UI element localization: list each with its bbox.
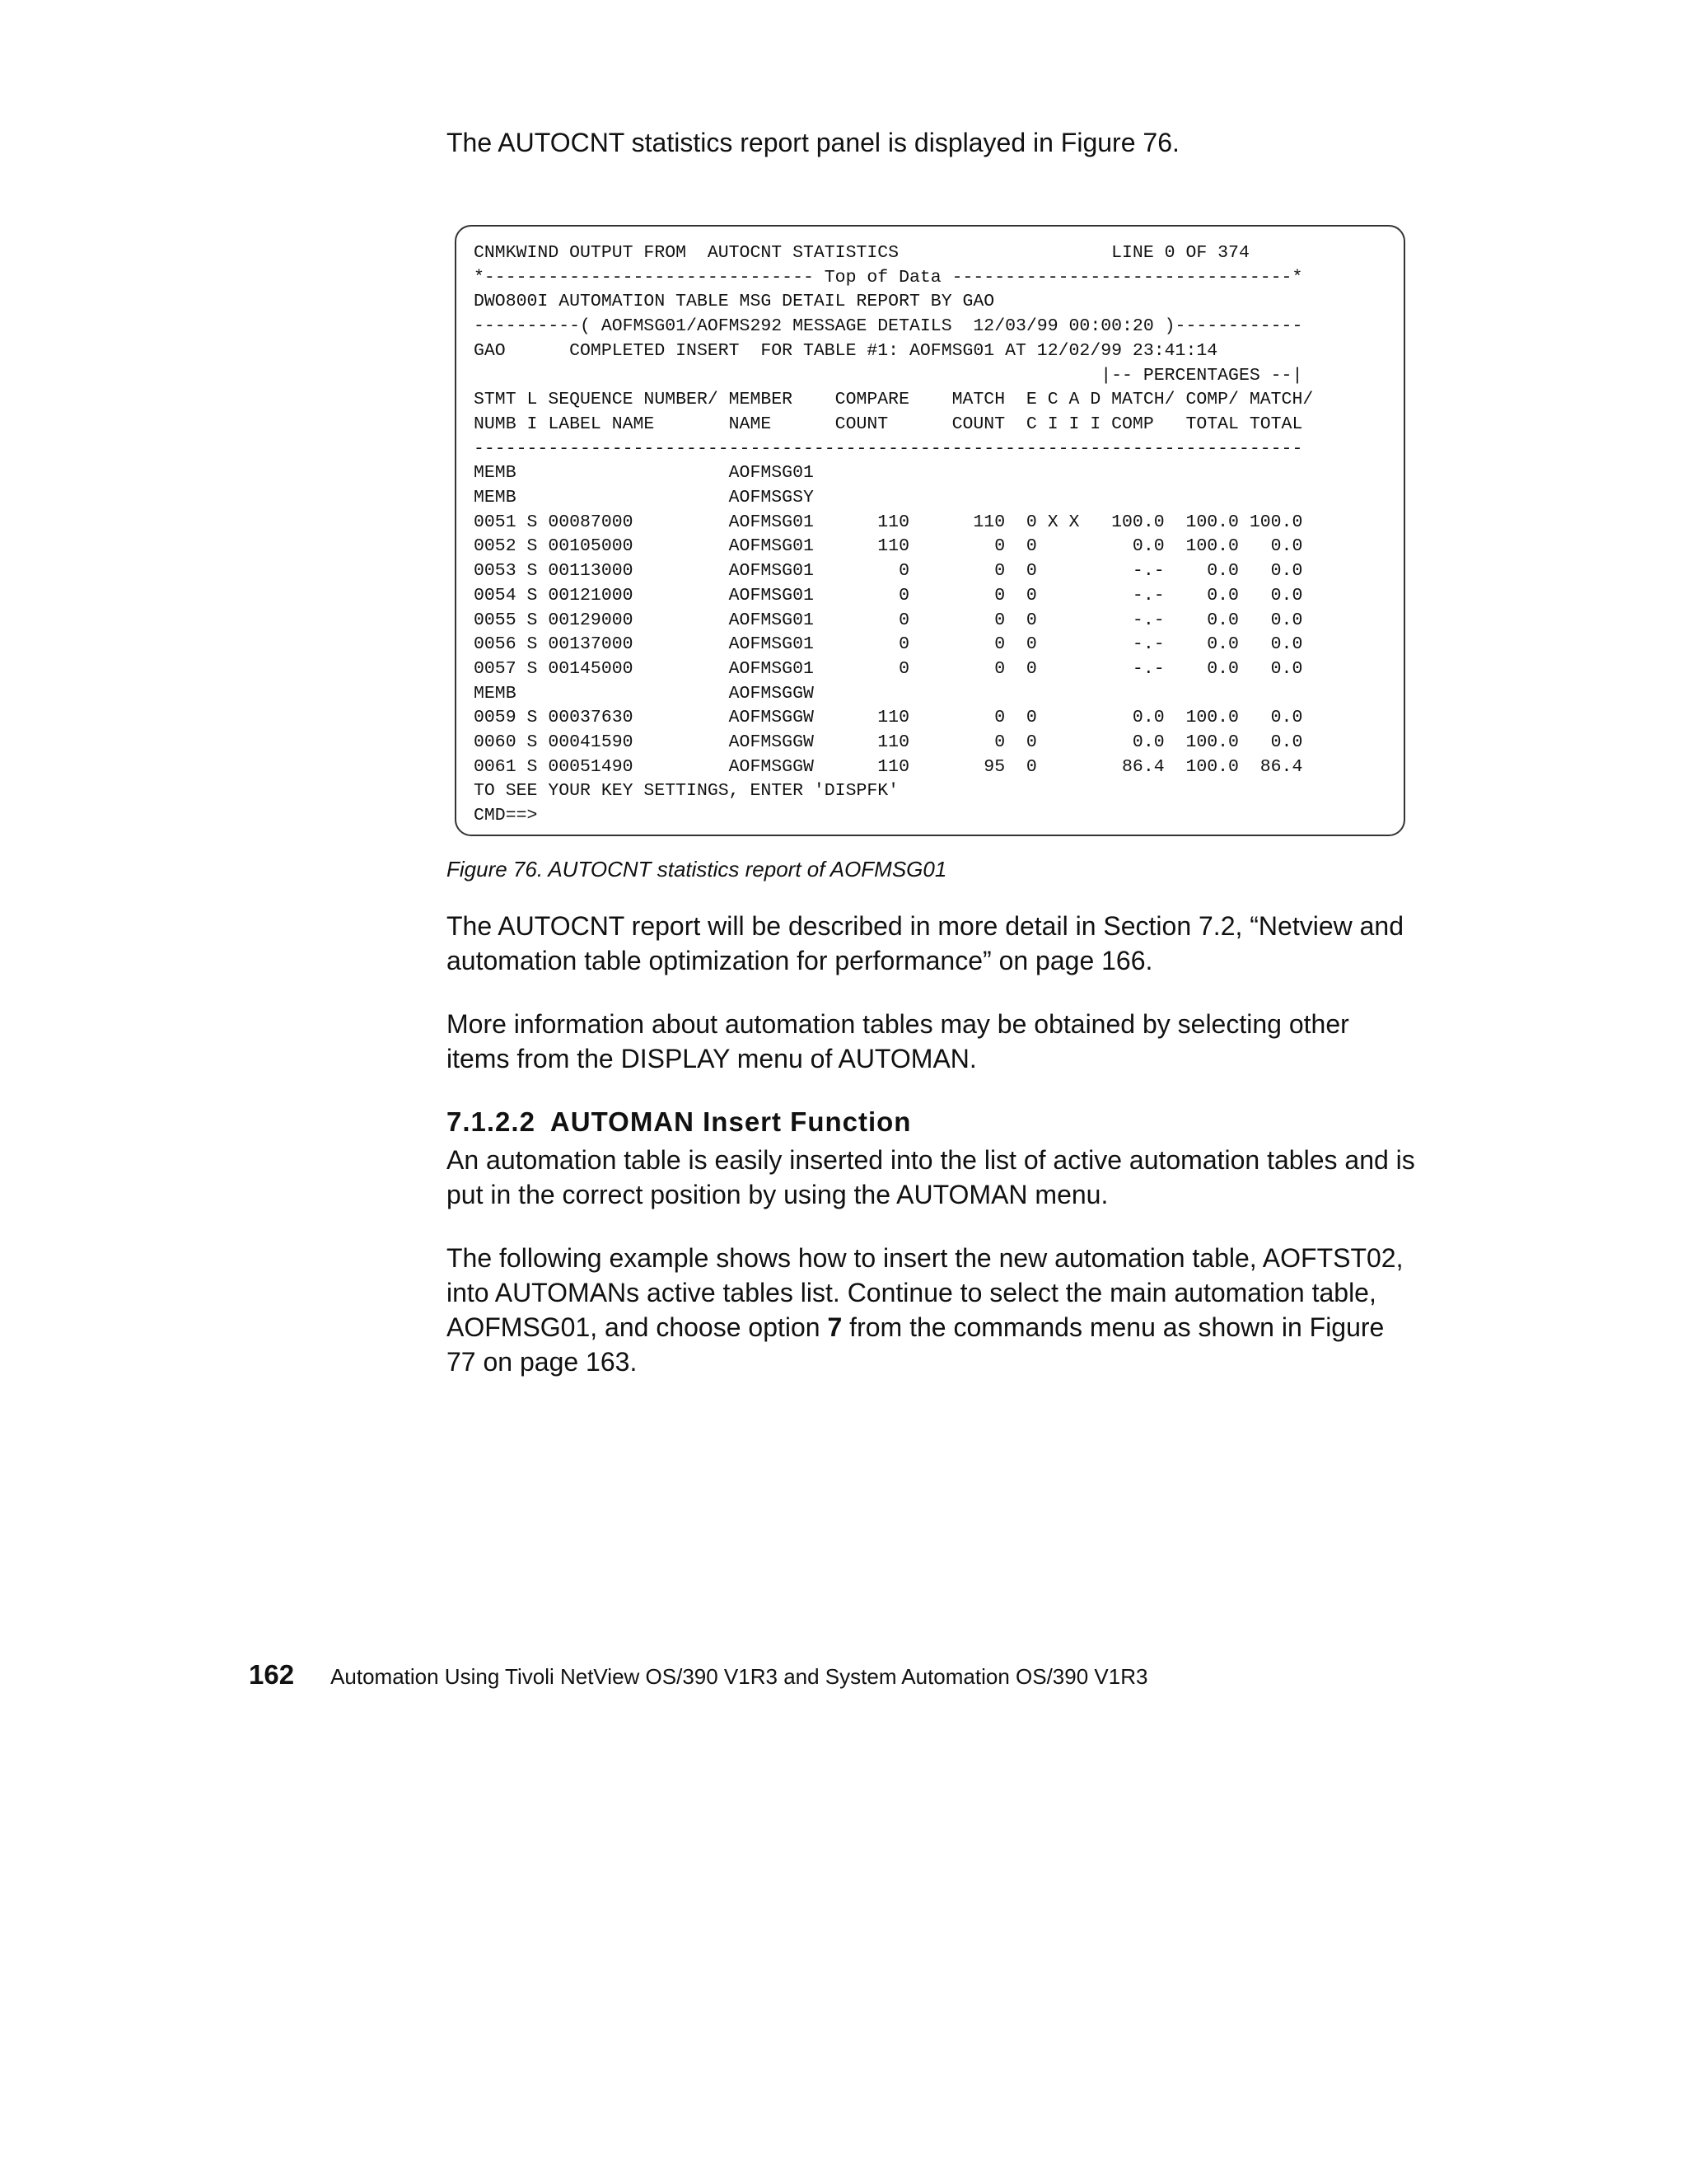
terminal-line: MEMB AOFMSGSY	[474, 488, 814, 508]
section-title: AUTOMAN Insert Function	[549, 1106, 912, 1137]
terminal-line: |-- PERCENTAGES --|	[474, 365, 1303, 386]
terminal-line: CNMKWIND OUTPUT FROM AUTOCNT STATISTICS LINE 0 OF 374	[474, 243, 1250, 263]
figure-caption: Figure 76. AUTOCNT statistics report of AOFMSG01	[446, 857, 947, 882]
terminal-line: 0052 S 00105000 AOFMSG01 110 0 0 0.0 100.0 0.0	[474, 536, 1303, 557]
terminal-line: MEMB AOFMSGGW	[474, 683, 814, 704]
terminal-line: 0056 S 00137000 AOFMSG01 0 0 0 -.- 0.0 0.0	[474, 634, 1303, 655]
terminal-line: DWO800I AUTOMATION TABLE MSG DETAIL REPORT BY GAO	[474, 292, 995, 312]
terminal-line: 0059 S 00037630 AOFMSGGW 110 0 0 0.0 100.0 0.0	[474, 708, 1303, 728]
command-line: CMD==>	[474, 806, 538, 826]
terminal-line: 0054 S 00121000 AOFMSG01 0 0 0 -.- 0.0 0.0	[474, 585, 1303, 606]
terminal-line: 0055 S 00129000 AOFMSG01 0 0 0 -.- 0.0 0.0	[474, 610, 1303, 630]
terminal-line: 0061 S 00051490 AOFMSGGW 110 95 0 86.4 100.0 86.4	[474, 756, 1303, 777]
terminal-line: 0051 S 00087000 AOFMSG01 110 110 0 X X 100.0 100.0 100.0	[474, 512, 1303, 532]
page-footer	[249, 1659, 1147, 1691]
terminal-line: GAO COMPLETED INSERT FOR TABLE #1: AOFMSG01 AT 12/02/99 23:41:14	[474, 340, 1218, 361]
terminal-line: MEMB AOFMSG01	[474, 463, 814, 484]
section-number: 7.1.2.2	[446, 1106, 535, 1137]
body-paragraph: More information about automation tables may be obtained by selecting other items from the DISPLAY menu of AUTOMAN.	[446, 1009, 1349, 1073]
paragraph-text: from the commands menu as shown in Figure 77 on page 163.	[446, 1312, 1385, 1377]
terminal-line: NUMB I LABEL NAME NAME COUNT COUNT C I I I COMP TOTAL TOTAL	[474, 414, 1303, 434]
terminal-line: 0053 S 00113000 AOFMSG01 0 0 0 -.- 0.0 0.0	[474, 561, 1303, 582]
terminal-screen-text	[474, 241, 1313, 829]
terminal-line: ------------------------------------------------------------------------------	[474, 438, 1303, 459]
page-number: 162	[249, 1659, 295, 1690]
terminal-line: 0060 S 00041590 AOFMSGGW 110 0 0 0.0 100.0 0.0	[474, 732, 1303, 753]
terminal-line: TO SEE YOUR KEY SETTINGS, ENTER 'DISPFK'	[474, 781, 900, 802]
option-number: 7	[827, 1312, 843, 1342]
body-paragraph: The AUTOCNT report will be described in more detail in Section 7.2, “Netview and automation table optimization for performance” on page 166.	[446, 911, 1404, 975]
section-heading	[446, 1106, 911, 1138]
terminal-line: STMT L SEQUENCE NUMBER/ MEMBER COMPARE MATCH E C A D MATCH/ COMP/ MATCH/	[474, 390, 1314, 410]
terminal-line: ----------( AOFMSG01/AOFMS292 MESSAGE DETAILS 12/03/99 00:00:20 )------------	[474, 316, 1303, 337]
body-paragraph: An automation table is easily inserted into the list of active automation tables and is put in the correct position by using the AUTOMAN menu.	[446, 1145, 1415, 1209]
book-title: Automation Using Tivoli NetView OS/390 V1R3 and System Automation OS/390 V1R3	[330, 1664, 1148, 1689]
terminal-line: *------------------------------- Top of Data --------------------------------*	[474, 267, 1303, 288]
paragraph-text: The following example shows how to insert the new automation table, AOFTST02, into AUTOMANs active tables list. Continue to select the main automation table, AOFMSG01, and choose option	[446, 1243, 1404, 1342]
intro-paragraph: The AUTOCNT statistics report panel is displayed in Figure 76.	[446, 128, 1180, 157]
terminal-line: 0057 S 00145000 AOFMSG01 0 0 0 -.- 0.0 0.0	[474, 658, 1303, 679]
body-paragraph	[446, 1241, 1418, 1379]
